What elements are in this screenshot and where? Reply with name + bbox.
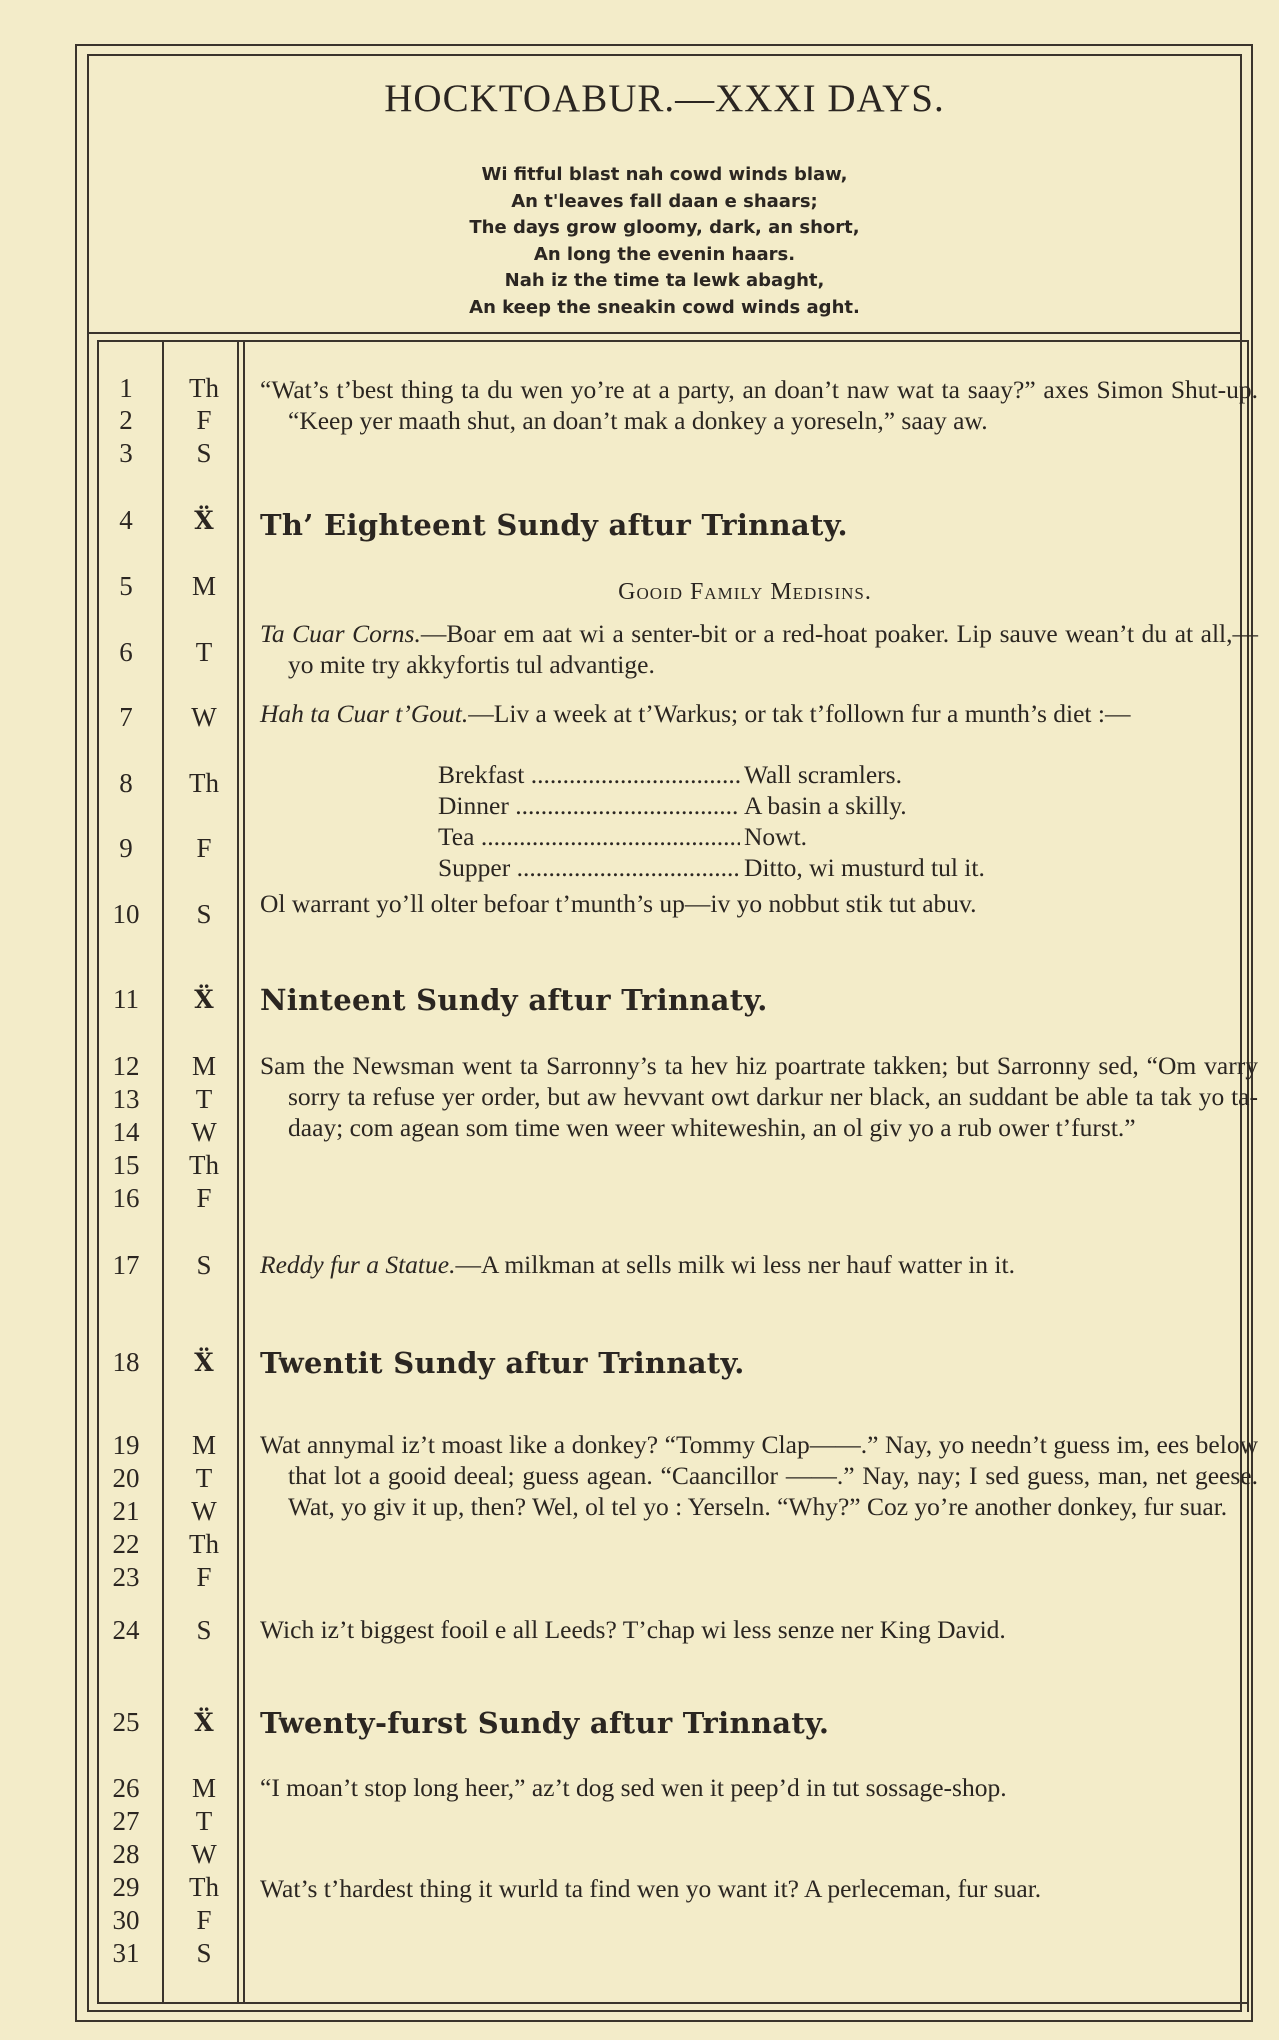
diet-table — [438, 759, 1098, 883]
weekday-label: S — [196, 899, 212, 929]
diet-meal: Dinner ..... — [438, 790, 740, 821]
page-title: HOCKTOABUR.—XXXI DAYS. — [384, 77, 945, 120]
sunday-symbol-icon: Ẍ — [194, 1348, 214, 1377]
entry-newsman: Sam the Newsman went ta Sarronny’s ta hev hiz poartrate takken; but Sarronny sed, “Om varry sorry ta refuse yer order, but aw hevvant owt darkur ner black, an suddant be able ta tak yo ta-daay; com agean som time wen weer whiteweshin, an ol giv yo a rub ower t’furst.” — [260, 1051, 1258, 1142]
weekday-label: M — [191, 1773, 216, 1803]
sunday-heading-19: Ninteent Sundy aftur Trinnaty. — [260, 983, 768, 1017]
day-number: 18 — [112, 1347, 140, 1377]
day-number: 27 — [112, 1806, 140, 1836]
sunday-icon — [168, 504, 240, 537]
sunday-icon — [168, 983, 240, 1016]
medisins-heading — [260, 577, 1230, 608]
weekday-label: S — [196, 438, 212, 468]
weekday-label: Th — [189, 1872, 219, 1902]
sunday-icon — [168, 1706, 240, 1739]
day-number: 1 — [119, 373, 133, 403]
statue-text: —A milkman at sells milk wi less ner hauf watter in it. — [455, 1250, 1015, 1279]
bottom-rule — [97, 2002, 1249, 2004]
diet-row — [438, 821, 1098, 852]
header-divider-2 — [97, 340, 1247, 342]
diet-row — [438, 852, 1098, 883]
weekday-label: W — [191, 702, 217, 732]
day-number: 30 — [112, 1905, 140, 1935]
weekday-column-divider-2 — [243, 340, 245, 2002]
diet-dish: A basin a skilly. — [744, 791, 907, 820]
verse-line: An long the evenin haars. — [533, 243, 796, 265]
header-divider — [87, 332, 1242, 334]
diet-dish: Wall scramlers. — [744, 760, 902, 789]
day-number: 12 — [112, 1051, 140, 1081]
weekday-label: F — [196, 1183, 212, 1213]
verse-line: Wi fitful blast nah cowd winds blaw, — [481, 164, 848, 185]
weekday-label: F — [196, 833, 212, 863]
entry-corns — [260, 618, 1258, 680]
weekday-label: T — [195, 1806, 213, 1836]
day-number: 4 — [119, 505, 133, 535]
diet-dish: Ditto, wi musturd tul it. — [744, 853, 985, 882]
diet-meal: Tea ..... — [438, 821, 740, 852]
entry-warrant: Ol warrant yo’ll olter befoar t’munth’s up—iv yo nobbut stik tut abuv. — [260, 889, 977, 918]
gout-title: Hah ta Cuar t’Gout. — [260, 699, 469, 728]
entry-party: “Wat’s t’best thing ta du wen yo’re at a party, an doan’t naw wat ta saay?” axes Simon Shut-up. “Keep yer maath shut, an doan’t mak a donkey a yoreseln,” saay aw. — [260, 375, 1258, 435]
weekday-label: W — [191, 1117, 217, 1147]
day-number: 24 — [112, 1615, 140, 1645]
day-number: 20 — [112, 1463, 140, 1493]
verse-line: The days grow gloomy, dark, an short, — [469, 217, 860, 238]
weekday-label: M — [191, 1430, 216, 1460]
verse-line: Nah iz the time ta lewk abaght, — [504, 270, 825, 291]
day-number: 16 — [112, 1183, 140, 1213]
day-number: 13 — [112, 1084, 140, 1114]
sunday-heading-18: Th’ Eighteent Sundy aftur Trinnaty. — [260, 508, 848, 542]
day-number: 21 — [112, 1496, 140, 1526]
day-number: 28 — [112, 1839, 140, 1869]
day-number: 9 — [119, 833, 133, 863]
day-number: 7 — [119, 702, 133, 732]
weekday-label: Th — [189, 373, 219, 403]
corns-title: Ta Cuar Corns. — [260, 619, 421, 648]
weekday-label: S — [196, 1250, 212, 1280]
weekday-label: W — [191, 1839, 217, 1869]
day-number: 19 — [112, 1430, 140, 1460]
weekday-label: M — [191, 1051, 216, 1081]
entry-dog: “I moan’t stop long heer,” az’t dog sed wen it peep’d in tut sossage-shop. — [260, 1773, 1007, 1802]
day-number: 17 — [112, 1250, 140, 1280]
day-number: 23 — [112, 1562, 140, 1592]
day-number: 25 — [112, 1707, 140, 1737]
verse-line: An t'leaves fall daan e shaars; — [511, 190, 818, 212]
day-column-divider — [162, 340, 164, 2002]
day-number: 5 — [119, 571, 133, 601]
sunday-icon — [168, 1346, 240, 1379]
day-number: 8 — [119, 768, 133, 798]
day-number: 11 — [113, 984, 139, 1014]
weekday-label: F — [196, 405, 212, 435]
day-number: 10 — [112, 899, 140, 929]
entry-gout — [260, 698, 1258, 729]
sunday-symbol-icon: Ẍ — [194, 506, 214, 535]
diet-meal: Brekfast ..... — [438, 759, 740, 790]
sunday-heading-20: Twentit Sundy aftur Trinnaty. — [260, 1346, 745, 1380]
right-border — [1247, 340, 1249, 2012]
gout-text: —Liv a week at t’Warkus; or tak t’follown fur a munth’s diet :— — [468, 699, 1131, 728]
day-number: 2 — [119, 405, 133, 435]
day-number: 26 — [112, 1773, 140, 1803]
day-number: 22 — [112, 1529, 140, 1559]
diet-meal: Supper ..... — [438, 852, 740, 883]
statue-title: Reddy fur a Statue. — [260, 1250, 456, 1279]
diet-row — [438, 759, 1098, 790]
entry-hardest: Wat’s t’hardest thing it wurld ta find wen yo want it? A perleceman, fur suar. — [260, 1874, 1042, 1903]
weekday-label: T — [195, 637, 213, 667]
sunday-heading-21: Twenty-furst Sundy aftur Trinnaty. — [260, 1706, 830, 1740]
day-number: 6 — [119, 637, 133, 667]
diet-row — [438, 790, 1098, 821]
weekday-label: Th — [189, 768, 219, 798]
weekday-label: W — [191, 1496, 217, 1526]
verse-line: An keep the sneakin cowd winds aght. — [469, 296, 860, 318]
day-number: 31 — [112, 1938, 140, 1968]
entry-fooil: Wich iz’t biggest fooil e all Leeds? T’chap wi less senze ner King David. — [260, 1615, 1006, 1644]
day-number: 14 — [112, 1117, 140, 1147]
entry-donkey: Wat annymal iz’t moast like a donkey? “Tommy Clap——.” Nay, yo needn’t guess im, ees below that lot a gooid deeal; guess agean. “Caancillor ——.” Nay, nay; I sed guess, man, net geese. Wat, yo giv it up, then? Wel, ol tel yo : Yerseln. “Why?” Coz yo’re another donkey, fur suar. — [260, 1430, 1258, 1521]
weekday-label: S — [196, 1938, 212, 1968]
weekday-label: T — [195, 1463, 213, 1493]
weekday-label: F — [196, 1562, 212, 1592]
weekday-label: Th — [189, 1529, 219, 1559]
diet-dish: Nowt. — [744, 822, 808, 851]
weekday-label: M — [191, 571, 216, 601]
medisins-heading-text: Gooid Family Medisins. — [618, 579, 872, 605]
verse — [87, 162, 1242, 321]
sunday-symbol-icon: Ẍ — [194, 985, 214, 1014]
weekday-label: F — [196, 1905, 212, 1935]
weekday-label: S — [196, 1615, 212, 1645]
sunday-symbol-icon: Ẍ — [194, 1708, 214, 1737]
weekday-label: T — [195, 1084, 213, 1114]
entry-statue — [260, 1249, 1258, 1280]
day-number: 3 — [119, 438, 133, 468]
corns-text: —Boar em aat wi a senter-bit or a red-hoat poaker. Lip sauve wean’t du at all,—yo mite try akkyfortis tul advantige. — [288, 619, 1258, 679]
day-number: 15 — [112, 1150, 140, 1180]
weekday-label: Th — [189, 1150, 219, 1180]
day-number: 29 — [112, 1872, 140, 1902]
